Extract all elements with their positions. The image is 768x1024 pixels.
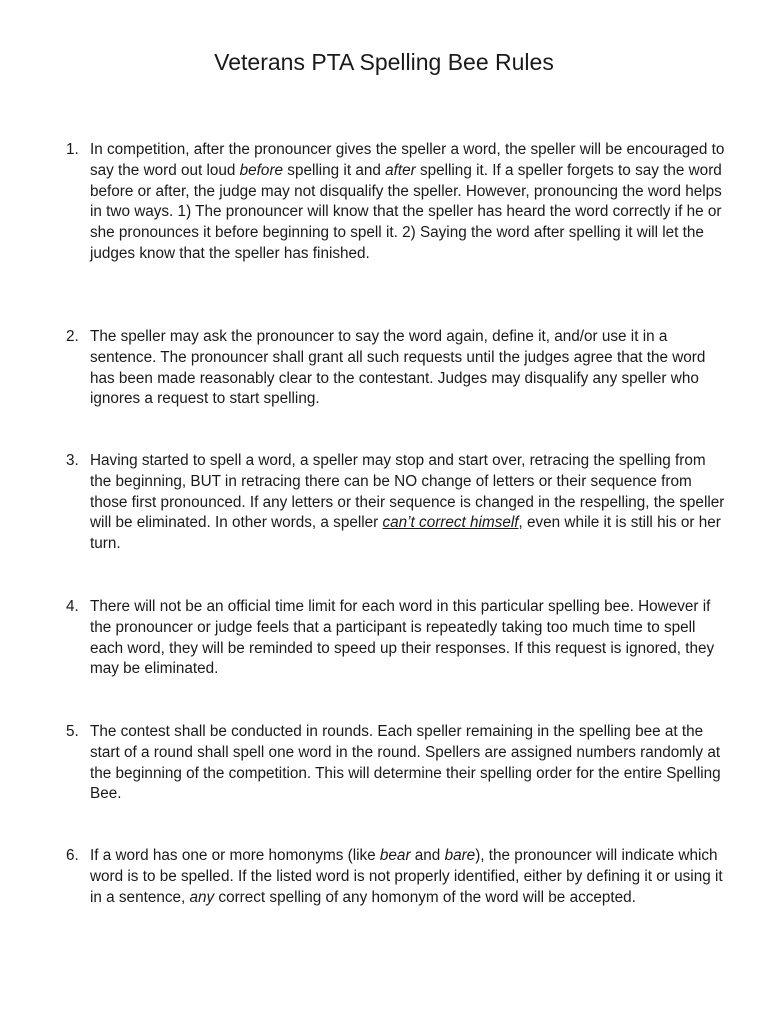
rule-text-segment: , even while it is still his or her turn. [90, 514, 721, 553]
rule-text [90, 451, 726, 555]
rule-text [90, 722, 726, 805]
rule-number: 5. [66, 723, 79, 740]
rule-text-emphasis: after [385, 161, 416, 179]
rule-text-segment: ), the pronouncer will indicate which word is to be spelled. If the listed word is not properly identified, either by defining it or using it in a sentence, [90, 847, 723, 906]
rule-text [90, 327, 726, 410]
rule-text-segment: Having started to spell a word, a speller may stop and start over, retracing the spelling from the beginning, BUT in retracing there can be NO change of letters or their sequence from those first pronounced. If any letters or their sequence is changed in the respelling, the speller will be eliminated. In other words, a speller [90, 452, 725, 532]
rule-text-segment: In competition, after the pronouncer gives the speller a word, the speller will be encouraged to say the word out loud [90, 141, 725, 179]
rule-number: 4. [66, 598, 79, 615]
rule-text-segment: The contest shall be conducted in rounds. Each speller remaining in the spelling bee at the start of a round shall spell one word in the round. Spellers are assigned numbers randomly at the beginning of the competition. This will determine their spelling order for the entire Spelling Bee. [90, 723, 721, 803]
rule-number: 1. [66, 141, 79, 158]
rule-text [90, 846, 726, 908]
rule-text-segment: There will not be an official time limit for each word in this particular spelling bee. However if the pronouncer or judge feels that a participant is repeatedly taking too much time to spell each word, they will be reminded to speed up their responses. If this request is ignored, they may be eliminated. [90, 598, 715, 678]
rule-number: 2. [66, 328, 79, 345]
rule-text-segment: and [410, 847, 445, 864]
rule-text [90, 597, 726, 680]
rule-text-emphasis: any [189, 888, 215, 906]
rule-text-emphasis-underlined: can’t correct himself [382, 514, 519, 532]
rule-number: 3. [66, 452, 79, 469]
rule-text-segment: The speller may ask the pronouncer to say the word again, define it, and/or use it in a sentence. The pronouncer shall grant all such requests until the judges agree that the word has been made reasonably clear to the contestant. Judges may disqualify any speller who ignores a request to start spelling. [90, 328, 706, 408]
rule-text-emphasis: bear [379, 847, 411, 864]
rule-number: 6. [66, 847, 79, 864]
rule-text-segment: spelling it. If a speller forgets to say the word before or after, the judge may not disqualify the speller. However, pronouncing the word helps in two ways. 1) The pronouncer will know that the speller has heard the word correctly if he or she pronounces it before beginning to spell it. 2) Saying the word after spelling it will let the judges know that the speller has finished. [90, 161, 722, 262]
rule-text-emphasis: bare [444, 847, 476, 864]
page-title: Veterans PTA Spelling Bee Rules [214, 49, 554, 75]
rule-text [90, 140, 726, 265]
rule-text-segment: spelling it and [283, 161, 386, 179]
rule-text-segment: correct spelling of any homonym of the word will be accepted. [214, 888, 636, 906]
rule-text-segment: If a word has one or more homonyms (like [90, 847, 380, 864]
rule-text-emphasis: before [239, 161, 284, 179]
